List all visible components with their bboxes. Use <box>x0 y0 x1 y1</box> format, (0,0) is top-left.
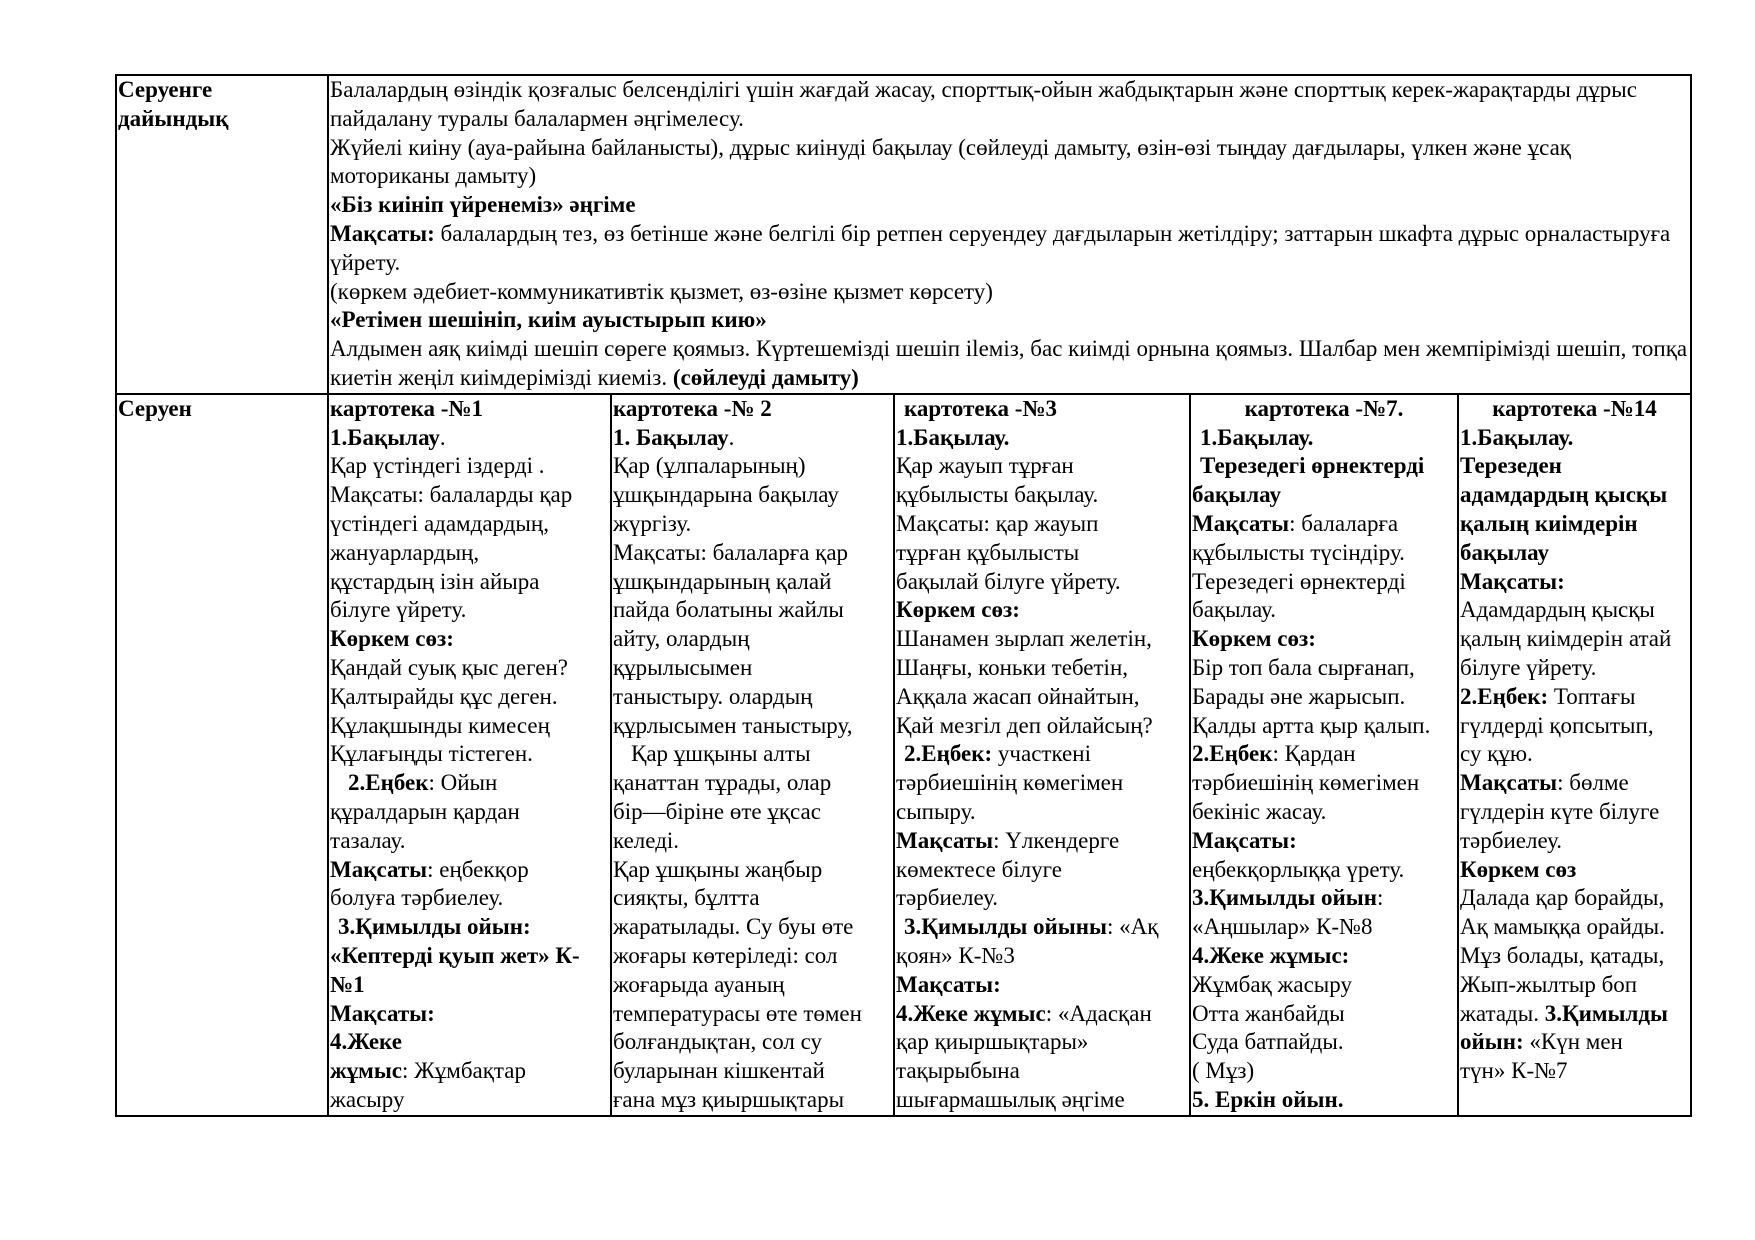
walk-label-cell <box>116 394 328 1116</box>
card-line: Шаңғы, коньки тебетін, <box>896 654 1129 680</box>
card-title: картотека -№1 <box>330 395 484 421</box>
card-line: «Аңшылар» К-№8 <box>1192 914 1373 940</box>
card-line: 1.Бақылау. <box>1200 424 1314 450</box>
card-line: «Кептерді қуып жет» К- <box>330 942 580 968</box>
card-line <box>896 913 1188 942</box>
card-line: жануарлардың, <box>330 539 480 565</box>
card-heading: 2.Еңбек: <box>904 741 993 767</box>
card-line: жасыру <box>330 1086 405 1112</box>
card-line: Аққала жасап ойнайтын, <box>896 683 1140 709</box>
card-line: құстардың ізін айыра <box>330 568 540 594</box>
card-text: : «Адасқан <box>1045 1000 1152 1026</box>
card-line: жаратылады. Су буы өте <box>613 914 854 940</box>
card-heading: Мақсаты <box>1460 770 1558 796</box>
card-line: 1.Бақылау. <box>896 424 1010 450</box>
card-text: жатады. <box>1460 1000 1545 1026</box>
card-line: Терезедегі өрнектерді <box>1200 453 1425 479</box>
card-line: Жып-жылтыр боп <box>1460 971 1638 997</box>
card-line: түн» К-№7 <box>1460 1058 1568 1084</box>
card-line: Қар үстіндегі іздерді . <box>330 453 545 479</box>
card-text: : «Ақ <box>1106 914 1159 940</box>
prep-goal-text: балалардың тез, өз бетінше және белгілі бір ретпен серуендеу дағдыларын жетілдіру; заттарын шкафта дұрыс орналастыруға үйрету. <box>330 220 1671 275</box>
card-line: жүргізу. <box>613 510 692 536</box>
card-line: 5. Еркін ойын. <box>1192 1086 1344 1112</box>
card-heading: 2.Еңбек: <box>1460 683 1549 709</box>
prep-label-line1: Серуенге <box>118 77 213 102</box>
card-line: құралдарын қардан <box>330 798 520 824</box>
card-heading: 3.Қимылды <box>1544 1000 1669 1026</box>
card-line: сыпыру. <box>896 798 976 824</box>
card-line: Мақсаты: қар жауып <box>896 510 1099 536</box>
card-text: . <box>728 424 735 450</box>
card-heading: 3.Қимылды ойыны <box>904 914 1107 940</box>
card-line: 1.Бақылау. <box>1460 424 1574 450</box>
card-line: Қалды артта қыр қалып. <box>1192 712 1431 738</box>
card-line: тақырыбына <box>896 1058 1020 1084</box>
card-line: болуға тәрбиелеу. <box>330 885 504 911</box>
card-line: Адамдардың қысқы <box>1460 597 1655 623</box>
card-line: Барады әне жарысып. <box>1192 683 1406 709</box>
card-line: көмектесе білуге <box>896 856 1062 882</box>
card-line <box>1460 1000 1689 1029</box>
card-line: жоғарыда ауаның <box>613 971 785 997</box>
card-line: қар қиыршықтары» <box>896 1029 1089 1055</box>
card-text: : <box>1377 885 1384 911</box>
card-line: білуге үйрету. <box>330 597 467 623</box>
card-line: ұшқындарының қалай <box>613 568 832 594</box>
card-line: Көркем сөз: <box>896 597 1020 623</box>
card-line: ( Мұз) <box>1192 1058 1255 1084</box>
card-text: : балаларға <box>1289 510 1399 536</box>
walk-label: Серуен <box>118 395 192 421</box>
card-text: : Үлкендерге <box>993 827 1120 853</box>
card-line: Жұмбақ жасыру <box>1192 971 1352 997</box>
card-line: Көркем сөз: <box>1192 626 1316 652</box>
prep-paragraph-4-bold: (сөйлеуді дамыту) <box>667 364 859 390</box>
card-line: тұрған құбылысты <box>896 539 1080 565</box>
card-line <box>1460 769 1689 798</box>
card-line <box>330 1057 609 1086</box>
card-title: картотека -№3 <box>904 395 1058 421</box>
card-line: Құлақшынды кимесең <box>330 712 550 738</box>
card-column-5 <box>1458 394 1691 1116</box>
card-heading: 1.Бақылау <box>330 424 440 450</box>
card-line: тәрбиелеу. <box>1460 827 1563 853</box>
card-column-1 <box>328 394 611 1116</box>
card-line: Ақ мамыққа орайды. <box>1460 914 1665 940</box>
card-line: пайда болатыны жайлы <box>613 597 844 623</box>
card-line: бақылау <box>1460 539 1549 565</box>
card-title: картотека -№ 2 <box>613 395 772 421</box>
card-line: температурасы өте төмен <box>613 1000 862 1026</box>
card-line: айту, олардың <box>613 626 750 652</box>
card-line: болғандықтан, сол су <box>613 1029 823 1055</box>
card-line: тәрбиешінің көмегімен <box>896 770 1124 796</box>
card-line: 4.Жеке жұмыс: <box>1192 942 1350 968</box>
card-line: Көркем сөз <box>1460 856 1577 882</box>
card-line: қанаттан тұрады, олар <box>613 770 832 796</box>
card-line <box>1460 1028 1689 1057</box>
card-column-2 <box>611 394 894 1116</box>
prep-label-line2: дайындық <box>118 105 229 131</box>
card-line <box>896 1000 1188 1029</box>
card-line <box>1460 683 1689 712</box>
card-line: бекініс жасау. <box>1192 798 1327 824</box>
prep-paragraph-3: (көркем әдебиет-коммуникативтік қызмет, өз-өзіне қызмет көрсету) <box>330 278 993 304</box>
card-heading: 2.Еңбек <box>348 770 429 796</box>
prep-paragraph-4 <box>330 335 1689 393</box>
card-title: картотека -№7. <box>1244 395 1404 421</box>
card-line: таныстыру. олардың <box>613 683 813 709</box>
card-line <box>330 424 609 453</box>
card-heading: 1. Бақылау <box>613 424 729 450</box>
card-line: 4.Жеке <box>330 1029 402 1055</box>
card-line: құрлысымен таныстыру, <box>613 712 853 738</box>
card-line: үстіндегі адамдардың, <box>330 510 549 536</box>
card-line: тәрбиелеу. <box>896 885 999 911</box>
card-line <box>1192 884 1456 913</box>
card-line: Мақсаты: балаларға қар <box>613 539 849 565</box>
prep-label-cell <box>116 75 328 394</box>
prep-goal-label: Мақсаты: <box>330 220 435 246</box>
card-line: ғана мұз қиыршықтары <box>613 1086 845 1112</box>
card-line: тазалау. <box>330 827 406 853</box>
card-line: Мақсаты: <box>896 971 1001 997</box>
card-line: Мақсаты: <box>1460 568 1565 594</box>
card-line: қоян» К-№3 <box>896 942 1015 968</box>
card-line: сияқты, бұлтта <box>613 885 760 911</box>
card-line: қалың киімдерін атай <box>1460 626 1672 652</box>
card-text: : Ойын <box>428 770 498 796</box>
card-line: Қар (ұлпаларының) <box>613 453 806 479</box>
prep-goal <box>330 220 1689 278</box>
card-line: қалың киімдерін <box>1460 510 1638 536</box>
card-line: су құю. <box>1460 741 1533 767</box>
card-line <box>330 769 609 798</box>
card-line: бақылай білуге үйрету. <box>896 568 1121 594</box>
card-line: Қар ұшқыны алты <box>631 741 811 767</box>
card-line <box>896 827 1188 856</box>
card-line: Мақсаты: балаларды қар <box>330 482 573 508</box>
card-line: Мақсаты: <box>1192 827 1297 853</box>
card-line: тәрбиешінің көмегімен <box>1192 770 1420 796</box>
card-heading: Мақсаты <box>1192 510 1290 536</box>
card-heading: жұмыс <box>330 1058 403 1084</box>
card-heading: 2.Еңбек <box>1192 741 1273 767</box>
card-line: Далада қар борайды, <box>1460 885 1665 911</box>
card-line <box>1192 510 1456 539</box>
card-line: Қай мезгіл деп ойлайсың? <box>896 712 1153 738</box>
card-title: картотека -№14 <box>1492 395 1657 421</box>
card-heading: ойын: <box>1460 1029 1524 1055</box>
walk-row <box>116 394 1691 1116</box>
card-line: құбылысты бақылау. <box>896 482 1099 508</box>
card-column-3 <box>894 394 1190 1116</box>
card-line: гүлдерін күте білуге <box>1460 798 1660 824</box>
card-heading: Мақсаты <box>896 827 994 853</box>
card-text: Топтағы <box>1548 683 1636 709</box>
prep-paragraph-2: Жүйелі киіну (ауа-райына байланысты), дұрыс киінуді бақылау (сөйлеуді дамыту, өзін-өзі тыңдау дағдылары, үлкен және ұсақ моториканы дамыту) <box>330 134 1571 189</box>
card-line: Терезедегі өрнектерді <box>1192 568 1406 594</box>
card-line: білуге үйрету. <box>1460 654 1597 680</box>
prep-title-1: «Біз киініп үйренеміз» әңгіме <box>330 192 636 218</box>
card-line: буларынан кішкентай <box>613 1058 825 1084</box>
card-line: Көркем сөз: <box>330 626 454 652</box>
card-line: Мақсаты: <box>330 1000 435 1026</box>
card-line: келеді. <box>613 827 680 853</box>
card-column-4 <box>1190 394 1458 1116</box>
card-line: Терезеден <box>1460 453 1562 479</box>
card-line: құрылысымен <box>613 654 753 680</box>
card-line: Құлағыңды тістеген. <box>330 741 533 767</box>
card-line: ұшқындарына бақылау <box>613 482 839 508</box>
card-line: Суда батпайды. <box>1192 1029 1344 1055</box>
card-line <box>1192 740 1456 769</box>
card-heading: Мақсаты <box>330 856 428 882</box>
card-line: адамдардың қысқы <box>1460 482 1668 508</box>
card-line: Шанамен зырлап желетін, <box>896 626 1152 652</box>
card-text: «Күн мен <box>1523 1029 1623 1055</box>
prep-paragraph-1: Балалардың өзіндік қозғалыс белсенділігі үшін жағдай жасау, спорттық-ойын жабдықтарын және спорттық керек-жарақтарды дұрыс пайдалану туралы балалармен әңгімелесу. <box>330 77 1637 131</box>
card-line: Қар ұшқыны жаңбыр <box>613 856 823 882</box>
card-line: бақылау <box>1192 482 1281 508</box>
card-line: бақылау. <box>1192 597 1277 623</box>
card-heading: 4.Жеке жұмыс <box>896 1000 1046 1026</box>
card-text: участкені <box>992 741 1091 767</box>
card-line: шығармашылық әңгіме <box>896 1086 1125 1112</box>
card-heading: 3.Қимылды ойын <box>1192 885 1378 911</box>
card-line: Қар жауып тұрған <box>896 453 1074 479</box>
card-line: Қалтырайды құс деген. <box>330 683 558 709</box>
card-line: 3.Қимылды ойын: <box>338 914 531 940</box>
card-line <box>330 856 609 885</box>
card-line: Қандай суық қыс деген? <box>330 654 568 680</box>
card-text: : еңбекқор <box>427 856 529 882</box>
prep-title-2: «Ретімен шешініп, киім ауыстырып кию» <box>330 307 767 333</box>
card-line: №1 <box>330 971 365 997</box>
card-line: Отта жанбайды <box>1192 1000 1345 1026</box>
card-text: : Қардан <box>1272 741 1356 767</box>
card-line: гүлдерді қопсытып, <box>1460 712 1654 738</box>
card-text: . <box>439 424 446 450</box>
card-text: : бөлме <box>1557 770 1629 796</box>
card-line: құбылысты түсіндіру. <box>1192 539 1405 565</box>
card-line: Мұз болады, қатады, <box>1460 942 1665 968</box>
card-line: еңбекқорлыққа үрету. <box>1192 856 1405 882</box>
prep-content-cell <box>328 75 1691 394</box>
prep-row <box>116 75 1691 394</box>
card-line: жоғары көтеріледі: сол <box>613 942 838 968</box>
card-line: бір—біріне өте ұқсас <box>613 798 821 824</box>
card-line: Бір топ бала сырғанап, <box>1192 654 1415 680</box>
card-text: : Жұмбақтар <box>402 1058 526 1084</box>
card-line <box>896 740 1188 769</box>
prep-paragraph-4-text: Алдымен аяқ киімді шешіп сөреге қоямыз. Күртешемізді шешіп іleміз, бас киімді орнына қоямыз. Шалбар мен жемпірімізді шешіп, топқа киетін жеңіл киімдерімізді киеміз. <box>330 336 1688 390</box>
plan-table <box>115 74 1692 1117</box>
card-line <box>613 424 892 453</box>
